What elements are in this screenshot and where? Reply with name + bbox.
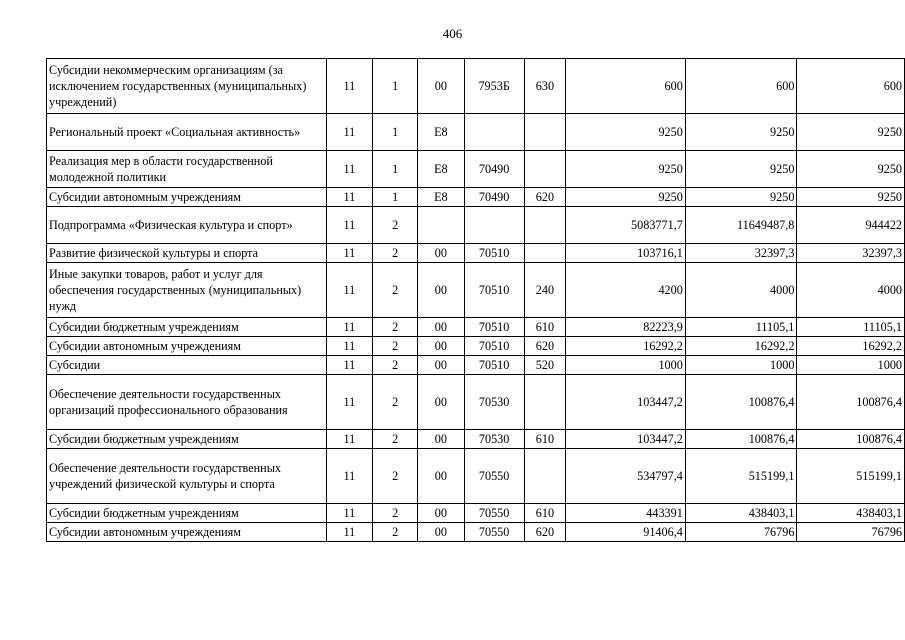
target-article-cell: 70550 xyxy=(464,523,524,542)
row-name-cell: Субсидии бюджетным учреждениям xyxy=(47,318,327,337)
amount-year1-cell: 5083771,7 xyxy=(566,207,685,244)
amount-year1-cell: 82223,9 xyxy=(566,318,685,337)
subsection-code-cell: 1 xyxy=(373,151,418,188)
row-name-cell: Иные закупки товаров, работ и услуг для обеспечения государственных (муниципальных) нужд xyxy=(47,263,327,318)
target-article-cell: 70530 xyxy=(464,375,524,430)
row-name-cell: Субсидии автономным учреждениям xyxy=(47,188,327,207)
program-code-cell: Е8 xyxy=(417,188,464,207)
expense-type-cell xyxy=(524,449,566,504)
target-article-cell: 70530 xyxy=(464,430,524,449)
row-name-cell: Субсидии некоммерческим организациям (за исключением государственных (муниципальных) учреждений) xyxy=(47,59,327,114)
table-row xyxy=(47,188,905,207)
amount-year3-cell: 76796 xyxy=(797,523,905,542)
row-name-cell: Обеспечение деятельности государственных учреждений физической культуры и спорта xyxy=(47,449,327,504)
subsection-code-cell: 2 xyxy=(373,318,418,337)
amount-year1-cell: 91406,4 xyxy=(566,523,685,542)
amount-year1-cell: 600 xyxy=(566,59,685,114)
target-article-cell xyxy=(464,114,524,151)
subsection-code-cell: 2 xyxy=(373,263,418,318)
table-row xyxy=(47,114,905,151)
section-code-cell: 11 xyxy=(326,375,373,430)
section-code-cell: 11 xyxy=(326,430,373,449)
subsection-code-cell: 2 xyxy=(373,337,418,356)
amount-year3-cell: 4000 xyxy=(797,263,905,318)
page-number: 406 xyxy=(442,26,463,41)
program-code-cell: 00 xyxy=(417,504,464,523)
amount-year3-cell: 9250 xyxy=(797,114,905,151)
subsection-code-cell: 2 xyxy=(373,523,418,542)
table-row xyxy=(47,356,905,375)
target-article-cell: 70510 xyxy=(464,318,524,337)
amount-year2-cell: 600 xyxy=(685,59,797,114)
budget-table xyxy=(46,58,905,542)
amount-year3-cell: 100876,4 xyxy=(797,430,905,449)
amount-year1-cell: 9250 xyxy=(566,151,685,188)
table-row xyxy=(47,523,905,542)
target-article-cell: 70490 xyxy=(464,151,524,188)
table-row xyxy=(47,449,905,504)
amount-year1-cell: 103447,2 xyxy=(566,430,685,449)
expense-type-cell: 610 xyxy=(524,430,566,449)
amount-year3-cell: 944422 xyxy=(797,207,905,244)
amount-year2-cell: 11649487,8 xyxy=(685,207,797,244)
section-code-cell: 11 xyxy=(326,356,373,375)
expense-type-cell xyxy=(524,375,566,430)
section-code-cell: 11 xyxy=(326,59,373,114)
row-name-cell: Подпрограмма «Физическая культура и спорт» xyxy=(47,207,327,244)
program-code-cell: 00 xyxy=(417,59,464,114)
amount-year2-cell: 4000 xyxy=(685,263,797,318)
expense-type-cell: 620 xyxy=(524,188,566,207)
amount-year3-cell: 9250 xyxy=(797,151,905,188)
amount-year2-cell: 100876,4 xyxy=(685,430,797,449)
amount-year1-cell: 4200 xyxy=(566,263,685,318)
section-code-cell: 11 xyxy=(326,188,373,207)
program-code-cell: Е8 xyxy=(417,151,464,188)
amount-year3-cell: 600 xyxy=(797,59,905,114)
amount-year1-cell: 443391 xyxy=(566,504,685,523)
program-code-cell: 00 xyxy=(417,263,464,318)
target-article-cell: 70550 xyxy=(464,504,524,523)
amount-year2-cell: 11105,1 xyxy=(685,318,797,337)
expense-type-cell: 240 xyxy=(524,263,566,318)
subsection-code-cell: 1 xyxy=(373,59,418,114)
program-code-cell xyxy=(417,207,464,244)
subsection-code-cell: 2 xyxy=(373,244,418,263)
section-code-cell: 11 xyxy=(326,523,373,542)
table-row xyxy=(47,207,905,244)
amount-year3-cell: 1000 xyxy=(797,356,905,375)
table-row xyxy=(47,59,905,114)
table-row xyxy=(47,430,905,449)
subsection-code-cell: 1 xyxy=(373,114,418,151)
target-article-cell: 70510 xyxy=(464,244,524,263)
target-article-cell: 70510 xyxy=(464,337,524,356)
target-article-cell xyxy=(464,207,524,244)
table-row xyxy=(47,504,905,523)
amount-year1-cell: 534797,4 xyxy=(566,449,685,504)
section-code-cell: 11 xyxy=(326,504,373,523)
row-name-cell: Субсидии xyxy=(47,356,327,375)
amount-year2-cell: 438403,1 xyxy=(685,504,797,523)
table-row xyxy=(47,337,905,356)
section-code-cell: 11 xyxy=(326,244,373,263)
subsection-code-cell: 2 xyxy=(373,449,418,504)
subsection-code-cell: 2 xyxy=(373,504,418,523)
amount-year3-cell: 100876,4 xyxy=(797,375,905,430)
amount-year3-cell: 438403,1 xyxy=(797,504,905,523)
amount-year3-cell: 9250 xyxy=(797,188,905,207)
section-code-cell: 11 xyxy=(326,337,373,356)
expense-type-cell: 610 xyxy=(524,504,566,523)
row-name-cell: Реализация мер в области государственной молодежной политики xyxy=(47,151,327,188)
amount-year2-cell: 9250 xyxy=(685,151,797,188)
section-code-cell: 11 xyxy=(326,263,373,318)
row-name-cell: Региональный проект «Социальная активность» xyxy=(47,114,327,151)
target-article-cell: 70550 xyxy=(464,449,524,504)
program-code-cell: 00 xyxy=(417,449,464,504)
amount-year3-cell: 16292,2 xyxy=(797,337,905,356)
expense-type-cell: 620 xyxy=(524,337,566,356)
table-row xyxy=(47,244,905,263)
subsection-code-cell: 1 xyxy=(373,188,418,207)
program-code-cell: 00 xyxy=(417,337,464,356)
section-code-cell: 11 xyxy=(326,151,373,188)
amount-year2-cell: 32397,3 xyxy=(685,244,797,263)
amount-year2-cell: 76796 xyxy=(685,523,797,542)
section-code-cell: 11 xyxy=(326,114,373,151)
program-code-cell: 00 xyxy=(417,356,464,375)
expense-type-cell: 630 xyxy=(524,59,566,114)
program-code-cell: Е8 xyxy=(417,114,464,151)
amount-year2-cell: 9250 xyxy=(685,188,797,207)
amount-year1-cell: 9250 xyxy=(566,114,685,151)
subsection-code-cell: 2 xyxy=(373,207,418,244)
target-article-cell: 70510 xyxy=(464,356,524,375)
table-row xyxy=(47,318,905,337)
row-name-cell: Развитие физической культуры и спорта xyxy=(47,244,327,263)
amount-year3-cell: 32397,3 xyxy=(797,244,905,263)
section-code-cell: 11 xyxy=(326,318,373,337)
amount-year2-cell: 100876,4 xyxy=(685,375,797,430)
program-code-cell: 00 xyxy=(417,244,464,263)
amount-year3-cell: 515199,1 xyxy=(797,449,905,504)
amount-year1-cell: 103447,2 xyxy=(566,375,685,430)
amount-year1-cell: 9250 xyxy=(566,188,685,207)
table-row xyxy=(47,375,905,430)
row-name-cell: Субсидии автономным учреждениям xyxy=(47,523,327,542)
row-name-cell: Субсидии бюджетным учреждениям xyxy=(47,430,327,449)
row-name-cell: Обеспечение деятельности государственных организаций профессионального образования xyxy=(47,375,327,430)
table-row xyxy=(47,263,905,318)
section-code-cell: 11 xyxy=(326,449,373,504)
subsection-code-cell: 2 xyxy=(373,375,418,430)
target-article-cell: 70510 xyxy=(464,263,524,318)
subsection-code-cell: 2 xyxy=(373,356,418,375)
expense-type-cell: 520 xyxy=(524,356,566,375)
program-code-cell: 00 xyxy=(417,318,464,337)
target-article-cell: 7953Б xyxy=(464,59,524,114)
row-name-cell: Субсидии бюджетным учреждениям xyxy=(47,504,327,523)
amount-year1-cell: 103716,1 xyxy=(566,244,685,263)
amount-year3-cell: 11105,1 xyxy=(797,318,905,337)
expense-type-cell xyxy=(524,244,566,263)
amount-year2-cell: 515199,1 xyxy=(685,449,797,504)
amount-year2-cell: 9250 xyxy=(685,114,797,151)
expense-type-cell xyxy=(524,114,566,151)
program-code-cell: 00 xyxy=(417,523,464,542)
section-code-cell: 11 xyxy=(326,207,373,244)
program-code-cell: 00 xyxy=(417,430,464,449)
subsection-code-cell: 2 xyxy=(373,430,418,449)
table-row xyxy=(47,151,905,188)
row-name-cell: Субсидии автономным учреждениям xyxy=(47,337,327,356)
amount-year1-cell: 1000 xyxy=(566,356,685,375)
amount-year2-cell: 16292,2 xyxy=(685,337,797,356)
expense-type-cell: 620 xyxy=(524,523,566,542)
amount-year1-cell: 16292,2 xyxy=(566,337,685,356)
amount-year2-cell: 1000 xyxy=(685,356,797,375)
program-code-cell: 00 xyxy=(417,375,464,430)
expense-type-cell xyxy=(524,151,566,188)
expense-type-cell xyxy=(524,207,566,244)
expense-type-cell: 610 xyxy=(524,318,566,337)
target-article-cell: 70490 xyxy=(464,188,524,207)
